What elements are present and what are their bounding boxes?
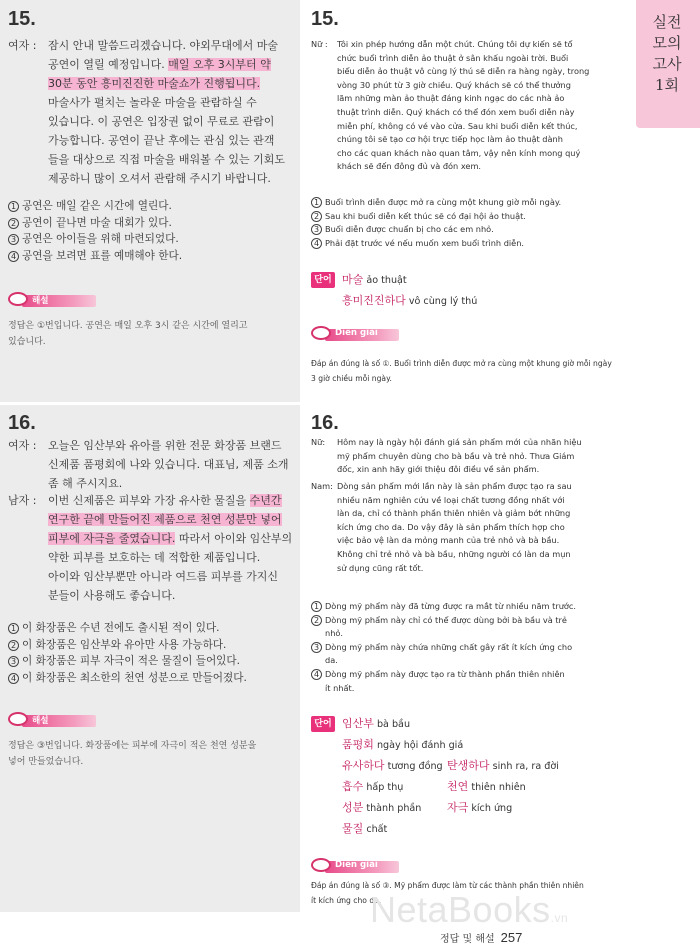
vocab-word: 유사하다 [342, 759, 385, 772]
text-line: khách sẽ đến đông đủ và đón xem. [337, 161, 482, 172]
option-text: Dòng mỹ phẩm này chỉ có thể được dùng bởi bà bầu và trẻ [325, 614, 567, 625]
option-number-icon: 1 [8, 623, 19, 634]
text-span: 이번 신제품은 피부와 가장 유사한 물질을 [48, 494, 250, 507]
text-line: biểu diễn ảo thuật vô cùng lý thú sẽ diễn ra hàng ngày, trong [337, 66, 590, 77]
option-text: 이 화장품은 최소한의 천연 성분으로 만들어졌다. [22, 671, 247, 684]
options-vi [311, 196, 561, 250]
text-line [48, 548, 298, 567]
vocab-item [342, 714, 410, 735]
option-number-icon: 2 [311, 211, 322, 222]
explanation-badge: Diễn giải [311, 858, 401, 874]
vocab-word: 물질 [342, 822, 364, 835]
option-text: 이 화장품은 수년 전에도 출시된 적이 있다. [22, 622, 220, 634]
dialogue-text-vi [337, 480, 627, 575]
highlighted-text: 피부에 자극을 줄였습니다. [48, 532, 176, 545]
option-number-icon: 3 [311, 224, 322, 235]
text-span: 좀 해 주시지요. [48, 477, 123, 490]
vocab-item [342, 756, 447, 777]
option-text: 공연이 끝나면 마술 대회가 있다. [22, 216, 172, 229]
text-line: chúng tôi sẽ tạo cơ hội trực tiếp học làm ảo thuật dành [337, 134, 563, 145]
text-line [48, 131, 298, 150]
speaker-label: Nam: [311, 481, 333, 491]
text-line [48, 150, 298, 169]
vocab-item [342, 270, 407, 291]
text-line [48, 169, 298, 188]
vocab-item [447, 777, 526, 798]
option-item [311, 668, 576, 682]
vocab-meaning: kích ứng [471, 803, 513, 814]
options-ko [8, 620, 247, 686]
option-item [311, 196, 561, 210]
section-tab [636, 0, 700, 128]
text-line: 있습니다. [8, 337, 46, 347]
vocab-word: 마술 [342, 273, 364, 286]
dialogue-text-vi [337, 436, 627, 477]
option-number-icon: 2 [311, 615, 322, 626]
dialogue-text-vi [337, 38, 627, 174]
text-line [48, 36, 298, 55]
text-line: chức buổi trình diễn ảo thuật ở sân khấu ngoài trời. Buổi [337, 52, 569, 63]
vocab-item [342, 798, 447, 819]
dialogue-text-ko [48, 491, 298, 605]
text-line [48, 510, 298, 529]
vocab-word: 천연 [447, 780, 469, 793]
option-number-icon: 4 [311, 669, 322, 680]
vocab-meaning: bà bầu [376, 719, 411, 730]
vocab-item [447, 756, 559, 777]
option-number-icon: 4 [311, 238, 322, 249]
vocab-word: 흥미진진하다 [342, 294, 406, 307]
text-span: 들을 대상으로 직접 마술을 배워볼 수 있는 기회도 [48, 153, 285, 166]
options-ko [8, 198, 182, 264]
text-line: 고사 [652, 55, 682, 73]
dialogue-text-ko [48, 436, 298, 493]
speech-bubble-icon [311, 858, 331, 872]
explanation-badge: 해설 [8, 292, 98, 308]
vocab-meaning: ngày hội đánh giá [376, 740, 464, 751]
text-line: việc bảo vệ làn da mỏng manh của trẻ nhỏ và bà bầu. [337, 535, 560, 546]
vocab-tag: 단어 [311, 272, 335, 288]
vocab-row [342, 756, 559, 777]
speaker-label: 여자 : [8, 39, 37, 52]
text-span: 공연이 열릴 예정입니다. [48, 58, 169, 71]
option-item [311, 641, 576, 655]
text-line: miễn phí, không có vé vào cửa. Sau khi buổi diễn kết thúc, [337, 120, 578, 131]
text-line: Đáp án đúng là số ③. Mỹ phẩm được làm từ các thành phần thiên nhiên [311, 881, 584, 890]
text-span: 있습니다. 이 공연은 입장권 없이 무료로 관람이 [48, 115, 275, 128]
section-tab-label [646, 12, 688, 96]
vocab-word: 탄생하다 [447, 759, 490, 772]
text-line: đốc, xin anh hãy giới thiệu đôi điều về sản phẩm. [337, 464, 540, 475]
option-number-icon: 1 [311, 197, 322, 208]
text-line: nhiều năm nghiên cứu về loại chất tương đồng nhất với [337, 494, 565, 505]
option-item [311, 210, 561, 224]
text-line [48, 436, 298, 455]
vocab-tag: 단어 [311, 716, 335, 732]
vocab-word: 흡수 [342, 780, 364, 793]
vocab-item [447, 798, 512, 819]
speaker-label: 남자 : [8, 494, 37, 507]
text-span: 분들이 사용해도 좋습니다. [48, 589, 176, 602]
text-line: 정답은 ③번입니다. 화장품에는 피부에 자극이 적은 천연 성분을 [8, 741, 257, 751]
text-line: 넣어 만들었습니다. [8, 757, 84, 767]
question-number-ko: 15. [8, 8, 36, 30]
vocab-word: 임산부 [342, 717, 374, 730]
text-line [48, 491, 298, 510]
text-span: 신제품 품평회에 나와 있습니다. 대표님, 제품 소개 [48, 458, 289, 471]
text-line [48, 112, 298, 131]
speech-bubble-icon [311, 326, 331, 340]
vocab-word: 품평회 [342, 738, 374, 751]
option-item [8, 231, 182, 248]
text-line: 3 giờ chiều mỗi ngày. [311, 374, 392, 383]
text-line: ít kích ứng cho da. [311, 896, 382, 905]
text-line: thuật trình diễn. Quý khách có thể đón xem buổi diễn này [337, 106, 575, 117]
question-number-vi: 16. [311, 412, 339, 434]
option-text: 공연은 매일 같은 시간에 열린다. [22, 200, 172, 212]
vocab-list [342, 270, 477, 312]
vocab-list [342, 714, 559, 840]
text-line: 1회 [654, 76, 680, 94]
options-vi [311, 600, 576, 695]
vocab-row [342, 777, 559, 798]
vocab-item [342, 819, 387, 840]
option-item [8, 620, 247, 637]
text-line: cho các quan khách nào quan tâm, vậy nên kính mong quý [337, 147, 581, 158]
speech-bubble-icon [8, 712, 28, 726]
speaker-label: Nữ : [311, 39, 328, 49]
answer-text-vi [311, 356, 612, 386]
text-line [48, 529, 298, 548]
text-line: sử dụng cũng rất tốt. [337, 562, 424, 573]
vocab-meaning: tương đồng [387, 761, 443, 772]
vocab-word: 성분 [342, 801, 364, 814]
explanation-badge: 해설 [8, 712, 98, 728]
explanation-badge: Diễn giải [311, 326, 401, 342]
vocab-meaning: ảo thuật [366, 275, 407, 286]
option-item [311, 600, 576, 614]
option-number-icon: 3 [8, 656, 19, 667]
text-line: lãm những màn ảo thuật đáng kinh ngạc do các nhà ảo [337, 93, 565, 104]
text-line: 모의 [652, 34, 682, 52]
highlighted-text: 수년간 [249, 494, 282, 507]
dialogue-text-ko [48, 36, 298, 188]
question-number-vi: 15. [311, 8, 339, 30]
vocab-meaning: hấp thụ [366, 782, 404, 793]
watermark: NetaBooks.vn [370, 889, 569, 930]
answer-text-ko [8, 738, 256, 770]
option-text: Sau khi buổi diễn kết thúc sẽ có đại hội ảo thuật. [325, 210, 526, 221]
option-text: Phải đặt trước vé nếu muốn xem buổi trình diễn. [325, 237, 525, 248]
answer-text-ko [8, 318, 248, 350]
text-line: Dòng sản phẩm mới lần này là sản phẩm được tạo ra sau [337, 481, 572, 491]
speaker-label: Nữ: [311, 437, 326, 447]
vocab-row [342, 291, 477, 312]
text-line: Đáp án đúng là số ①. Buổi trình diễn được mở ra cùng một khung giờ mỗi ngày [311, 359, 612, 368]
highlighted-text: 연구한 끝에 만들어진 제품으로 천연 성분만 넣어 [48, 513, 282, 526]
speaker-label: 여자 : [8, 439, 37, 452]
option-item [8, 637, 247, 654]
vocab-item [342, 777, 447, 798]
option-item [311, 223, 561, 237]
text-span: 마술사가 펼치는 놀라운 마술을 관람하실 수 [48, 96, 257, 109]
vocab-row [342, 819, 559, 840]
vocab-meaning: sinh ra, ra đời [492, 761, 559, 772]
option-number-icon: 4 [8, 673, 19, 684]
vocab-row [342, 735, 559, 756]
text-line [48, 586, 298, 605]
footer-label: 정답 및 해설 [440, 934, 495, 945]
text-line [48, 55, 298, 74]
option-number-icon: 2 [8, 218, 19, 229]
text-line [48, 455, 298, 474]
option-number-icon: 1 [8, 201, 19, 212]
text-line: Hôm nay là ngày hội đánh giá sản phẩm mới của nhãn hiệu [337, 437, 582, 447]
text-line [48, 74, 298, 93]
vocab-row [342, 714, 559, 735]
text-line: Tôi xin phép hướng dẫn một chút. Chúng tôi dự kiến sẽ tổ [337, 39, 573, 49]
speech-bubble-icon [8, 292, 28, 306]
text-line: vòng 30 phút từ 3 giờ chiều. Quý khách sẽ có thể thưởng [337, 79, 571, 90]
vocab-meaning: thành phần [366, 803, 422, 814]
option-number-icon: 3 [8, 234, 19, 245]
vocab-meaning: vô cùng lý thú [408, 296, 478, 307]
text-line [48, 93, 298, 112]
vocab-meaning: thiên nhiên [471, 782, 526, 793]
option-text: Dòng mỹ phẩm này chứa những chất gây rất ít kích ứng cho [325, 641, 573, 652]
text-line: 실전 [652, 13, 682, 31]
vocab-item [342, 291, 477, 312]
text-line: Không chỉ trẻ nhỏ và bà bầu, những người có làn da mụn [337, 548, 571, 559]
text-line [48, 567, 298, 586]
text-span: 제공하니 많이 오셔서 관람해 주시기 바랍니다. [48, 172, 271, 185]
page-footer [440, 930, 522, 945]
option-text: 이 화장품은 피부 자극이 적은 물질이 들어있다. [22, 655, 241, 667]
option-text: 공연을 보려면 표를 예매해야 한다. [22, 249, 183, 262]
vocab-row [342, 270, 477, 291]
text-span: 잠시 안내 말씀드리겠습니다. 야외무대에서 마술 [48, 39, 279, 52]
question-number-ko: 16. [8, 412, 36, 434]
text-line: kích ứng cho da. Do vậy đây là sản phẩm thích hợp cho [337, 521, 565, 532]
text-line: mỹ phẩm chuyên dùng cho bà bầu và trẻ nhỏ. Thưa Giám [337, 450, 575, 461]
text-span: 따라서 아이와 임산부의 [175, 532, 293, 545]
highlighted-text: 매일 오후 3시부터 약 [168, 58, 271, 71]
option-text: Buổi diễn được chuẩn bị cho các em nhỏ. [325, 224, 494, 235]
vocab-meaning: chất [366, 824, 388, 835]
section-divider [0, 402, 630, 405]
option-item [311, 614, 576, 628]
option-item [8, 215, 182, 232]
option-text: Dòng mỹ phẩm này đã từng được ra mắt từ nhiều năm trước. [325, 601, 577, 611]
vocab-item [342, 735, 463, 756]
option-continuation: ít nhất. [325, 682, 355, 693]
option-number-icon: 3 [311, 642, 322, 653]
option-continuation: nhỏ. [325, 628, 343, 639]
text-span: 가능합니다. 공연이 끝난 후에는 관심 있는 관객 [48, 134, 275, 147]
text-line: làn da, chỉ có thành phần thiên nhiên và giảm bớt những [337, 508, 571, 519]
vocab-word: 자극 [447, 801, 469, 814]
option-number-icon: 1 [311, 601, 322, 612]
option-text: 이 화장품은 임산부와 유아만 사용 가능하다. [22, 638, 227, 651]
text-line: 정답은 ①번입니다. 공연은 매일 오후 3시 같은 시간에 열리고 [8, 321, 248, 331]
option-item [8, 198, 182, 215]
text-span: 아이와 임산부뿐만 아니라 여드름 피부를 가지신 [48, 570, 279, 583]
option-number-icon: 4 [8, 251, 19, 262]
option-number-icon: 2 [8, 640, 19, 651]
option-text: Buổi trình diễn được mở ra cùng một khung giờ mỗi ngày. [325, 197, 562, 207]
page-number: 257 [500, 930, 523, 945]
option-item [311, 237, 561, 251]
option-text: 공연은 아이들을 위해 마련되었다. [22, 233, 179, 245]
vocab-row [342, 798, 559, 819]
text-span: 약한 피부를 보호하는 데 적합한 제품입니다. [48, 551, 261, 564]
option-continuation: da. [325, 655, 338, 666]
option-text: Dòng mỹ phẩm này được tạo ra từ thành phần thiên nhiên [325, 668, 565, 679]
option-item [8, 653, 247, 670]
text-span: 오늘은 임산부와 유아를 위한 전문 화장품 브랜드 [48, 439, 282, 452]
option-item [8, 248, 182, 265]
option-item [8, 670, 247, 687]
highlighted-text: 30분 동안 흥미진진한 마술쇼가 진행됩니다. [48, 77, 261, 90]
